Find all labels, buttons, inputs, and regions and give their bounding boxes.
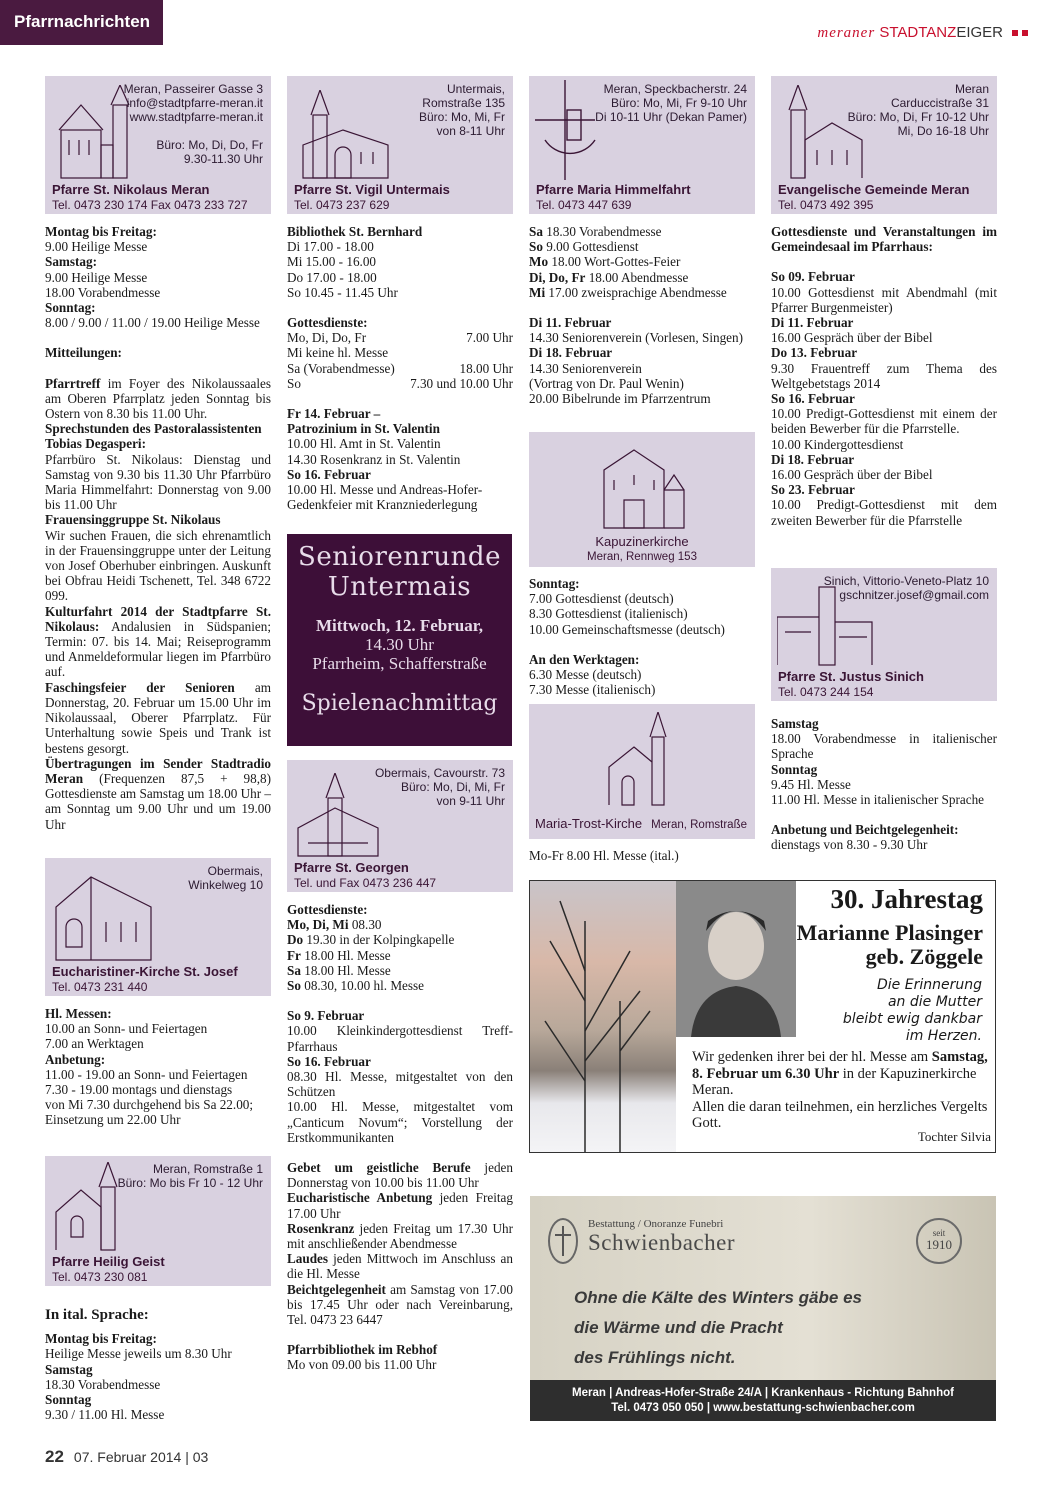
senior-event: Spielenachmittag xyxy=(301,691,498,716)
ad-contact-bar: Meran | Andreas-Hofer-Straße 24/A | Krankenhaus - Richtung Bahnhof Tel. 0473 050 050 | www.bestattung-schwienbacher.com xyxy=(530,1380,996,1421)
obituary-notice xyxy=(529,880,996,1153)
parish-card-evangelisch xyxy=(771,76,997,214)
parish-card-georgen xyxy=(287,760,513,892)
parish-card-himmelfahrt xyxy=(529,76,755,214)
church-schedule: Mo-Fr 8.00 Hl. Messe (ital.) xyxy=(529,848,679,863)
parish-address: Meran, Passeirer Gasse 3 info@stadtpfarre-meran.it www.stadtpfarre-meran.it Büro: Mo, Di, Do, Fr 9.30-11.30 Uhr xyxy=(123,82,263,166)
parish-card-justus xyxy=(771,568,997,701)
church-drawing-icon xyxy=(604,712,694,807)
parish-name: Pfarre St. Justus Sinich xyxy=(778,669,924,684)
parish-name: Pfarre St. Georgen xyxy=(294,860,409,875)
church-card-kapuziner xyxy=(529,432,755,567)
since-badge: seit 1910 xyxy=(916,1218,962,1264)
parish-address: Meran Carduccistraße 31 Büro: Mo, Di, Fr 10-12 Uhr Mi, Do 16-18 Uhr xyxy=(847,82,989,138)
parish-name: Pfarre Maria Himmelfahrt xyxy=(536,182,691,197)
senior-title: Seniorenrunde Untermais xyxy=(298,542,501,602)
ad-slogan: Ohne die Kälte des Winters gäbe es die Wärme und die Pracht des Frühlings nicht. xyxy=(574,1288,862,1367)
church-address: Meran, Romstraße xyxy=(651,819,747,831)
parish-address: Untermais, Romstraße 135 Büro: Mo, Mi, Fr von 8-11 Uhr xyxy=(418,82,505,138)
parish-phone: Tel. 0473 492 395 xyxy=(778,198,874,212)
parish-address: Obermais, Cavourstr. 73 Büro: Mo, Di, Mi, Fr von 9-11 Uhr xyxy=(374,766,505,808)
parish-name: Pfarre St. Nikolaus Meran xyxy=(52,182,210,197)
funeral-service-ad xyxy=(530,1196,996,1421)
memorial-text: Wir gedenken ihrer bei der hl. Messe am Samstag, 8. Februar um 6.30 Uhr in der Kapuzinerkirche Meran. Allen die daran teilnehmen, ein herzliches Vergelts Gott. xyxy=(692,1049,988,1131)
parish-phone: Tel. 0473 447 639 xyxy=(536,198,632,212)
parish-schedule: Gottesdienste und Veranstaltungen im Gemeindesaal im Pfarrhaus: So 09. Februar 10.00 Gottesdienst mit Abendmahl (mit Pfarrer Burgenmeister) Di 11. Februar 16.00 Gespräch über der Bibel Do 13. Februar 9.30 Frauentreff zum Thema des Weltgebetstags 2014 So 16. Februar 10.00 Predigt-Gottesdienst mit einem der beiden Bewerber für die Pfarrstelle. 10.00 Kindergottesdienst Di 18. Februar 16.00 Gespräch über der Bibel So 23. Februar 10.00 Predigt-Gottesdienst mit dem zweiten Bewerber für die Pfarrstelle xyxy=(771,224,997,528)
parish-schedule: Montag bis Freitag: 9.00 Heilige Messe Samstag: 9.00 Heilige Messe 18.00 Vorabendmesse Sonntag: 8.00 / 9.00 / 11.00 / 19.00 Heilige Messe Mitteilungen: Pfarrtreff im Foyer des Nikolaussaales am Oberen Pfarrplatz jeden Sonntag bis Ostern von 8.30 bis 11.00 Uhr. Sprechstunden des Pastoralassistenten Tobias Degasperi: Pfarrbüro St. Nikolaus: Dienstag und Samstag von 9.30 bis 11.30 Uhr Pfarrbüro Maria Himmelfahrt: Donnerstag von 9.00 bis 11.00 Uhr Frauensinggruppe St. Nikolaus Wir suchen Frauen, die sich ehrenamtlich in der Frauensinggruppe unter der Leitung von Josef Oberhuber einbringen. Auskunft bei Obfrau Heidi Tschenett, Tel. 348 6722 099. Kulturfahrt 2014 der Stadtpfarre St. Nikolaus: Andalusien in Südspanien; Termin: 07. bis 14. Mai; Reiseprogramm und Anmeldeformular liegen im Pfarrbüro auf. Faschingsfeier der Senioren am Donnerstag, 20. Februar um 15.00 Uhr im Nikolaussaal, Oberer Pfarrplatz. Für Unterhaltung sowie Speis und Trank ist bestens gesorgt. Übertragungen im Sender Stadtradio Meran (Frequenzen 87,5 + 98,8) Gottesdienste am Samstag um 18.00 Uhr – am Sonntag um 9.00 Uhr und um 19.00 Uhr xyxy=(45,224,271,832)
column-2-lower xyxy=(287,760,513,1373)
church-name: Kapuzinerkirche xyxy=(595,534,689,549)
deceased-name: Marianne Plasinger geb. Zöggele xyxy=(796,920,983,969)
section-tab: Pfarrnachrichten xyxy=(0,0,163,45)
parish-card-vigil xyxy=(287,76,513,214)
parish-phone: Tel. und Fax 0473 236 447 xyxy=(294,876,437,890)
church-name: Maria-Trost-Kirche xyxy=(535,816,643,831)
logo-square xyxy=(1012,30,1018,36)
cross-logo-icon xyxy=(548,1218,578,1264)
parish-name: Evangelische Gemeinde Meran xyxy=(778,182,970,197)
parish-name: Eucharistiner-Kirche St. Josef xyxy=(52,964,238,979)
parish-name: Pfarre Heilig Geist xyxy=(52,1254,165,1269)
parish-schedule: In ital. Sprache: Montag bis Freitag: Heilige Messe jeweils um 8.30 Uhr Samstag 18.30 Vorabendmesse Sonntag 9.30 / 11.00 Hl. Messe xyxy=(45,1307,232,1423)
church-drawing-icon xyxy=(599,440,689,530)
column-4 xyxy=(771,76,997,853)
parish-schedule: Gottesdienste: Mo, Di, Mi 08.30 Do 19.30 in der Kolpingkapelle Fr 18.00 Hl. Messe Sa 18.00 Hl. Messe So 08.30, 10.00 hl. Messe So 9. Februar 10.00 Kleinkindergottesdienst Treff-Pfarrhaus So 16. Februar 08.30 Hl. Messe, mitgestaltet von den Schützen 10.00 Hl. Messe, mitgestaltet vom „Canticum Novum“; Vorstellung der Erstkommunikanten Gebet um geistliche Berufe jeden Donnerstag von 10.00 bis 11.00 Uhr Eucharistische Anbetung jeden Freitag 17.00 Uhr Rosenkranz jeden Freitag um 17.30 Uhr mit anschließender Abendmesse Laudes jeden Mittwoch im Anschluss an die Hl. Messe Beichtgelegenheit am Samstag von 17.00 bis 17.45 Uhr oder nach Vereinbarung, Tel. 0473 23 6447 Pfarrbibliothek im Rebhof Mo von 09.00 bis 11.00 Uhr xyxy=(287,902,513,1373)
page-footer: 22 07. Februar 2014 | 03 xyxy=(45,1447,209,1466)
parish-schedule: Sa 18.30 Vorabendmesse So 9.00 Gottesdienst Mo 18.00 Wort-Gottes-Feier Di, Do, Fr 18.00 Abendmesse Mi 17.00 zweisprachige Abendmesse Di 11. Februar 14.30 Seniorenverein (Vorlesen, Singen) Di 18. Februar 14.30 Seniorenverein (Vortrag von Dr. Paul Wenin) 20.00 Bibelrunde im Pfarrzentrum xyxy=(529,224,744,407)
parish-schedule: Bibliothek St. Bernhard Di 17.00 - 18.00 Mi 15.00 - 16.00 Do 17.00 - 18.00 So 10.45 - 11.45 Uhr Gottesdienste: Mo, Di, Do, Fr 7.00 Uhr Mi keine hl. Messe Sa (Vorabendmesse) 18.00 Uhr So 7.30 und 10.00 Uhr Fr 14. Februar – Patrozinium in St. Valentin 10.00 Hl. Amt in St. Valentin 14.30 Rosenkranz in St. Valentin So 16. Februar 10.00 Hl. Messe und Andreas-Hofer-Gedenkfeier mit Kranzniederlegung xyxy=(287,224,513,513)
senioren-announcement: Seniorenrunde Untermais Mittwoch, 12. Februar, 14.30 Uhr Pfarrheim, Schafferstraße Spielenachmittag xyxy=(287,534,512,746)
masthead-logo: meraner STADTANZEIGER xyxy=(817,24,1003,41)
church-card-maria-trost xyxy=(529,704,755,839)
anniversary-title: 30. Jahrestag xyxy=(830,884,983,914)
parish-phone: Tel. 0473 244 154 xyxy=(778,685,874,699)
church-schedule: Sonntag: 7.00 Gottesdienst (deutsch) 8.30 Gottesdienst (italienisch) 10.00 Gemeinschaftsmesse (deutsch) An den Werktagen: 6.30 Messe (deutsch) 7.30 Messe (italienisch) xyxy=(529,576,725,698)
memorial-signature: Tochter Silvia xyxy=(917,1129,991,1144)
parish-card-heilig-geist xyxy=(45,1156,271,1286)
parish-name: Pfarre St. Vigil Untermais xyxy=(294,182,450,197)
column-2 xyxy=(287,76,513,512)
column-1 xyxy=(45,76,271,1423)
church-drawing-icon xyxy=(51,867,161,962)
parish-card-nikolaus xyxy=(45,76,271,214)
church-drawing-icon xyxy=(293,773,383,858)
parish-address: Sinich, Vittorio-Veneto-Platz 10 gschnitzer.josef@gmail.com xyxy=(823,574,989,602)
parish-phone: Tel. 0473 231 440 xyxy=(52,980,148,994)
parish-address: Obermais, Winkelweg 10 xyxy=(188,864,263,892)
column-3 xyxy=(529,76,755,863)
church-drawing-icon xyxy=(293,90,393,180)
parish-address: Meran, Romstraße 1 Büro: Mo bis Fr 10 - 12 Uhr xyxy=(117,1162,263,1190)
ad-subtitle: Bestattung / Onoranze Funebri xyxy=(588,1218,724,1230)
winter-landscape-image xyxy=(530,881,676,1152)
church-address: Meran, Rennweg 153 xyxy=(587,551,697,563)
parish-phone: Tel. 0473 230 174 Fax 0473 233 727 xyxy=(52,198,248,212)
parish-phone: Tel. 0473 237 629 xyxy=(294,198,390,212)
ad-firm-name: Schwienbacher xyxy=(588,1230,735,1255)
parish-address: Meran, Speckbacherstr. 24 Büro: Mo, Mi, Fr 9-10 Uhr Di 10-11 Uhr (Dekan Pamer) xyxy=(595,82,747,124)
memorial-quote: Die Erinnerung an die Mutter bleibt ewig dankbar im Herzen. xyxy=(842,977,982,1044)
parish-phone: Tel. 0473 230 081 xyxy=(52,1270,148,1284)
portrait-photo xyxy=(676,881,796,1037)
logo-square xyxy=(1022,30,1028,36)
parish-schedule: Hl. Messen: 10.00 an Sonn- und Feiertagen 7.00 an Werktagen Anbetung: 11.00 - 19.00 an Sonn- und Feiertagen 7.30 - 19.00 montags und dienstags von Mi 7.30 durchgehend bis Sa 22.00; Einsetzung um 22.00 Uhr xyxy=(45,1006,254,1128)
parish-schedule: Samstag 18.00 Vorabendmesse in italienischer Sprache Sonntag 9.45 Hl. Messe 11.00 Hl. Messe in italienischer Sprache Anbetung und Beichtgelegenheit: dienstags von 8.30 - 9.30 Uhr xyxy=(771,716,997,853)
parish-card-josef xyxy=(45,858,271,996)
